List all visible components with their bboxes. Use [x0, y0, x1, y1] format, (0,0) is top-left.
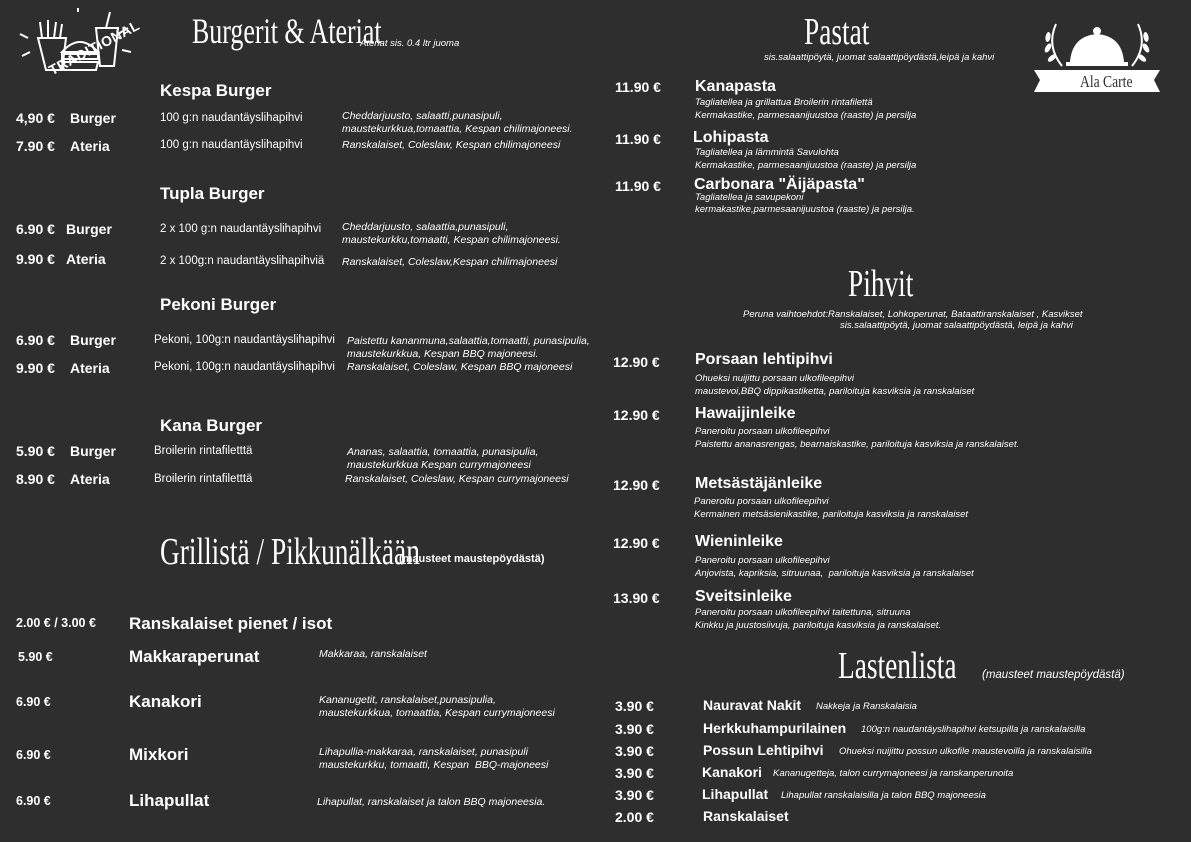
- item-base: 2 x 100 g:n naudantäyslihapihvi: [160, 223, 322, 235]
- price: 9.90 €: [16, 251, 55, 267]
- item-desc: Ohueksi nuijittu porsaan ulkofileepihvi maustevoi,BBQ dippikastiketta, pariloituja kasviksia ja ranskalaiset: [695, 373, 975, 397]
- item-desc: Lihapullat ranskalaisilla ja talon BBQ majoneesia: [781, 790, 986, 801]
- item-name: Ranskalaiset: [703, 808, 789, 824]
- group-title: Pekoni Burger: [160, 295, 277, 314]
- item-desc: Tagliatellea ja lämmintä Savulohta Kermakastike, parmesaanijuustoa (raaste) ja persilja: [695, 147, 917, 171]
- item-desc: Kananugetit, ranskalaiset,punasipulia, maustekurkkua, tomaattia, Kespan currymajoneesi: [319, 694, 555, 719]
- item-desc: Paneroitu porsaan ulkofileepihvi Kermainen metsäsienikastike, pariloituja kasviksia ja ranskalaiset: [694, 496, 969, 520]
- price: 8.90 €: [16, 471, 55, 487]
- item-base: Pekoni, 100g:n naudantäyslihapihvi: [154, 361, 335, 373]
- price: 11.90 €: [615, 178, 661, 194]
- price: 6.90 €: [16, 332, 55, 348]
- burgers-subtitle: Ateriat sis. 0.4 ltr juoma: [360, 38, 460, 49]
- item-desc: Paistettu kananmuna,salaattia,tomaatti, punasipulia, maustekurkkua, Kespan BBQ majoneesi.: [347, 335, 590, 360]
- price: 11.90 €: [615, 131, 661, 147]
- item-name: Kanakori: [702, 764, 762, 780]
- item-base: Broilerin rintafiletttä: [154, 473, 253, 485]
- price: 3.90 €: [615, 721, 654, 737]
- item-type: Burger: [66, 221, 112, 237]
- item-name: Possun Lehtipihvi: [703, 742, 824, 758]
- ala-carte-logo: [1032, 16, 1162, 96]
- price: 2.00 € / 3.00 €: [16, 616, 96, 630]
- price: 9.90 €: [16, 360, 55, 376]
- item-desc: Tagliatellea ja savupekoni kermakastike,parmesaanijuustoa (raaste) ja persilja.: [695, 192, 915, 215]
- item-name: Hawaijinleike: [695, 405, 796, 422]
- price: 13.90 €: [613, 590, 660, 606]
- item-desc: Cheddarjuusto, salaattia,punasipuli, maustekurkku,tomaatti, Kespan chilimajoneesi.: [342, 221, 561, 246]
- item-desc: Lihapullia-makkaraa, ranskalaiset, punasipuli maustekurkku, tomaatti, Kespan BBQ-majoneesi: [319, 746, 549, 771]
- item-base: Pekoni, 100g:n naudantäyslihapihvi: [154, 334, 335, 346]
- group-title: Kespa Burger: [160, 81, 272, 100]
- price: 3.90 €: [615, 698, 654, 714]
- price: 6.90 €: [16, 221, 55, 237]
- item-desc: Paneroitu porsaan ulkofileepihvi Paistettu ananasrengas, bearnaiskastike, pariloituja kasviksia ja ranskalaiset.: [695, 426, 1020, 450]
- item-desc: Ohueksi nuijittu possun ulkofile maustevoilla ja ranskalaisilla: [839, 746, 1092, 757]
- item-base: 2 x 100g:n naudantäyslihapihviä: [160, 255, 325, 267]
- item-name: Wieninleike: [695, 533, 783, 550]
- item-name: Mixkori: [129, 745, 189, 764]
- price: 12.90 €: [613, 407, 660, 423]
- item-desc: 100g:n naudantäyslihapihvi ketsupilla ja ranskalaisilla: [861, 724, 1086, 735]
- pastat-subtitle: sis.salaattipöytä, juomat salaattipöydästä,leipä ja kahvi: [764, 52, 995, 63]
- pihvit-note: sis.salaattipöytä, juomat salaattipöydästä, leipä ja kahvi: [840, 320, 1073, 331]
- price: 12.90 €: [613, 354, 660, 370]
- item-desc: Ananas, salaattia, tomaattia, punasipulia, maustekurkkua Kespan currymajoneesi: [347, 446, 539, 471]
- price: 12.90 €: [613, 477, 660, 493]
- pihvit-note: Peruna vaihtoehdot:Ranskalaiset, Lohkoperunat, Bataattiranskalaiset , Kasvikset: [743, 309, 1083, 320]
- price: 3.90 €: [615, 787, 654, 803]
- item-name: Metsästäjänleike: [695, 475, 823, 492]
- item-base: 100 g:n naudantäyslihapihvi: [160, 112, 303, 124]
- price: 6.90 €: [16, 748, 51, 762]
- badge-text: TRADITIONAL: [46, 16, 143, 79]
- item-desc: Cheddarjuusto, salaatti,punasipuli, maustekurkkua,tomaattia, Kespan chilimajoneesi.: [342, 110, 573, 135]
- item-name: Carbonara "Äijäpasta": [694, 176, 865, 193]
- item-name: Sveitsinleike: [695, 588, 792, 605]
- item-desc: Ranskalaiset, Coleslaw, Kespan currymajoneesi: [345, 473, 569, 485]
- item-base: 100 g:n naudantäyslihapihvi: [160, 139, 303, 151]
- price: 5.90 €: [18, 650, 53, 664]
- price: 4,90 €: [16, 110, 55, 126]
- traditional-badge: [18, 8, 143, 103]
- item-name: Lihapullat: [129, 791, 210, 810]
- grill-note: (mausteet maustepöydästä): [399, 553, 545, 565]
- price: 5.90 €: [16, 443, 55, 459]
- item-desc: Paneroitu porsaan ulkofileepihvi taitettuna, sitruuna Kinkku ja juustosiivuja, pariloituja kasviksia ja ranskalaiset.: [695, 607, 942, 631]
- item-desc: Ranskalaiset, Coleslaw, Kespan BBQ majoneesi: [347, 361, 573, 373]
- price: 6.90 €: [16, 695, 51, 709]
- item-name: Lohipasta: [693, 129, 769, 146]
- item-name: Ranskalaiset pienet / isot: [129, 614, 333, 633]
- item-type: Burger: [70, 332, 116, 348]
- item-type: Ateria: [66, 251, 106, 267]
- item-type: Ateria: [70, 138, 110, 154]
- item-desc: Ranskalaiset, Coleslaw,Kespan chilimajoneesi: [342, 256, 558, 268]
- item-type: Ateria: [70, 471, 110, 487]
- item-name: Nauravat Nakit: [703, 697, 802, 713]
- item-desc: Tagliatellea ja grillattua Broilerin rintafilettä Kermakastike, parmesaanijuustoa (raaste) ja persilja: [695, 97, 917, 121]
- price: 7.90 €: [16, 138, 55, 154]
- item-desc: Nakkeja ja Ranskalaisia: [816, 701, 917, 712]
- price: 2.00 €: [615, 809, 654, 825]
- lasten-title: Lastenlista: [838, 645, 957, 687]
- item-base: Broilerin rintafiletttä: [154, 445, 253, 457]
- item-desc: Makkaraa, ranskalaiset: [319, 648, 427, 660]
- burgers-title: Burgerit & Ateriat: [192, 11, 382, 51]
- group-title: Kana Burger: [160, 416, 263, 435]
- price: 12.90 €: [613, 535, 660, 551]
- grill-title: Grillistä / Pikkunälkään: [160, 531, 420, 573]
- price: 6.90 €: [16, 794, 51, 808]
- pastat-title: Pastat: [804, 11, 870, 53]
- item-name: Kanakori: [129, 692, 202, 711]
- item-name: Makkaraperunat: [129, 647, 260, 666]
- item-desc: Ranskalaiset, Coleslaw, Kespan chilimajoneesi: [342, 139, 561, 151]
- pihvit-title: Pihvit: [848, 263, 914, 305]
- item-name: Herkkuhampurilainen: [703, 720, 847, 736]
- item-name: Porsaan lehtipihvi: [695, 351, 833, 368]
- item-type: Ateria: [70, 360, 110, 376]
- item-desc: Kananugetteja, talon currymajoneesi ja ranskanperunoita: [773, 768, 1014, 779]
- ala-carte-text: Ala Carte: [1080, 72, 1133, 91]
- price: 3.90 €: [615, 743, 654, 759]
- price: 11.90 €: [615, 79, 661, 95]
- item-type: Burger: [70, 443, 116, 459]
- lasten-note: (mausteet maustepöydästä): [982, 669, 1125, 681]
- item-name: Lihapullat: [702, 786, 769, 802]
- item-name: Kanapasta: [695, 78, 776, 95]
- item-desc: Paneroitu porsaan ulkofileepihvi Anjovista, kapriksia, sitruunaa, pariloituja kasviksia ja ranskalaiset: [695, 555, 974, 579]
- item-type: Burger: [70, 110, 116, 126]
- price: 3.90 €: [615, 765, 654, 781]
- item-desc: Lihapullat, ranskalaiset ja talon BBQ majoneesia.: [317, 796, 546, 808]
- group-title: Tupla Burger: [160, 184, 265, 203]
